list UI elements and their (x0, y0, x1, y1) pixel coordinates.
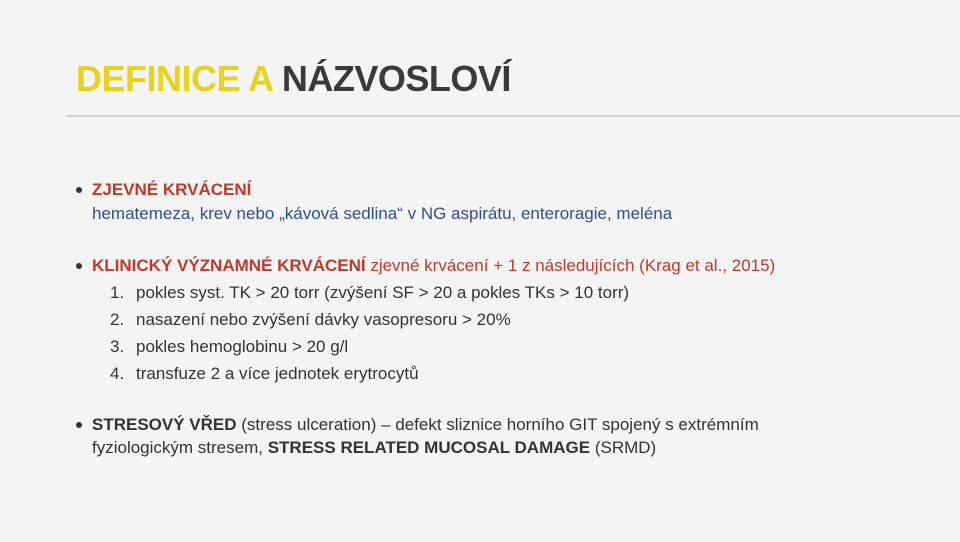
list-item: 1. pokles syst. TK > 20 torr (zvýšení SF > 20 a pokles TKs > 10 torr) (110, 283, 630, 302)
section1-heading: ZJEVNÉ KRVÁCENÍ (92, 180, 252, 199)
title-part1: DEFINICE A (76, 58, 282, 99)
section3-heading: STRESOVÝ VŘED (92, 415, 237, 434)
section3-term: STRESS RELATED MUCOSAL DAMAGE (267, 438, 591, 457)
list-item: 4. transfuze 2 a více jednotek erytrocytů (110, 364, 419, 383)
page-title (76, 58, 511, 100)
bullet-icon (76, 422, 82, 428)
section3-line2: fyziologickým stresem, STRESS RELATED MUCOSAL DAMAGE (SRMD) (92, 438, 657, 457)
title-part2: NÁZVOSLOVÍ (281, 58, 511, 99)
section3-line1: STRESOVÝ VŘED (stress ulceration) – defekt sliznice horního GIT spojený s extrémním (92, 415, 759, 434)
section2-intro: zjevné krvácení + 1 z následujících (Krag et al., 2015) (365, 256, 776, 275)
bullet-icon (76, 263, 82, 269)
section2-line (92, 256, 775, 276)
section2-heading: KLINICKÝ VÝZNAMNÉ KRVÁCENÍ (92, 256, 366, 275)
list-item: 3. pokles hemoglobinu > 20 g/l (110, 337, 349, 356)
bullet-icon (76, 187, 82, 193)
list-item: 2. nasazení nebo zvýšení dávky vasopresoru > 20% (110, 310, 511, 329)
title-divider (66, 115, 960, 117)
section1-text: hematemeza, krev nebo „kávová sedlina“ v NG aspirátu, enteroragie, meléna (92, 204, 673, 223)
